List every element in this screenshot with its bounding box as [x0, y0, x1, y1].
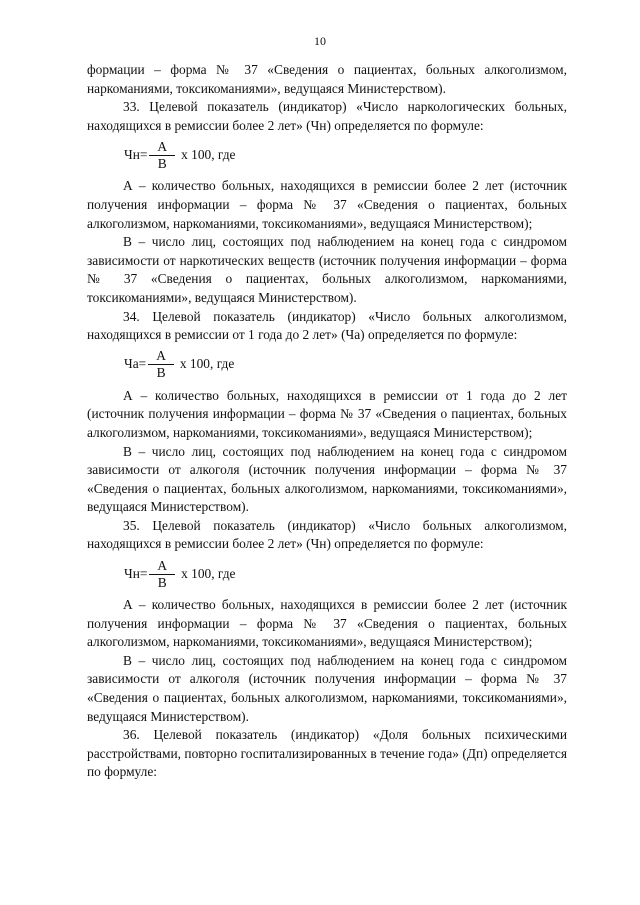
paragraph: 36. Целевой показатель (индикатор) «Доля больных психическими расстройствами, повторно госпитализированных в течение года» (Дп) определяется по формуле:: [87, 727, 567, 780]
paragraph: А – количество больных, находящихся в ремиссии более 2 лет (источник получения информации – форма № 37 «Сведения о пациентах, больных алкоголизмом, наркоманиями, токсикоманиями», ведущаяся Министерством);: [87, 178, 567, 231]
paragraph: В – число лиц, состоящих под наблюдением на конец года с синдромом зависимости от алкоголя (источник получения информации – форма № 37 «Сведения о пациентах, больных алкоголизмом, наркоманиями, токсикоманиями», ведущаяся Министерством).: [87, 443, 567, 515]
formula: [124, 349, 567, 381]
paragraph: 34. Целевой показатель (индикатор) «Число больных алкоголизмом, находящихся в ремиссии от 1 года до 2 лет» (Ча) определяется по формуле:: [87, 308, 567, 343]
paragraph: А – количество больных, находящихся в ремиссии более 2 лет (источник получения информации – форма № 37 «Сведения о пациентах, больных алкоголизмом, наркоманиями, токсикоманиями», ведущаяся Министерством);: [87, 597, 567, 650]
paragraph: А – количество больных, находящихся в ремиссии от 1 года до 2 лет (источник получения информации – форма № 37 «Сведения о пациентах, больных алкоголизмом, наркоманиями, токсикоманиями», ведущаяся Министерством);: [87, 387, 567, 440]
paragraph: 35. Целевой показатель (индикатор) «Число больных алкоголизмом, находящихся в ремиссии более 2 лет» (Чн) определяется по формуле:: [87, 517, 567, 552]
formula: [124, 139, 567, 171]
formula-rhs: х 100, где: [179, 356, 235, 372]
formula-rhs: х 100, где: [181, 565, 236, 581]
fraction: [149, 140, 175, 171]
paragraph: формации – форма № 37 «Сведения о пациентах, больных алкоголизмом, наркоманиями, токсикоманиями», ведущаяся Министерством).: [87, 62, 567, 96]
formula-lhs: Чн=: [124, 147, 148, 163]
fraction: [149, 559, 175, 590]
fraction: [148, 349, 174, 380]
paragraph: В – число лиц, состоящих под наблюдением на конец года с синдромом зависимости от наркотических веществ (источник получения информации – форма № 37 «Сведения о пациентах, больных алкоголизмом, наркоманиями, токсикоманиями», ведущаяся Министерством).: [87, 234, 567, 305]
fraction-numerator: А: [149, 140, 175, 156]
page-number: 10: [314, 34, 326, 48]
document-body: [87, 61, 567, 782]
paragraph: 33. Целевой показатель (индикатор) «Число наркологических больных, находящихся в ремиссии более 2 лет» (Чн) определяется по формуле:: [87, 99, 567, 133]
formula-lhs: Ча=: [124, 356, 147, 372]
fraction-denominator: В: [157, 155, 167, 171]
formula: [124, 558, 567, 590]
fraction-numerator: А: [149, 559, 175, 575]
fraction-numerator: А: [148, 349, 174, 365]
paragraph: В – число лиц, состоящих под наблюдением на конец года с синдромом зависимости от алкоголя (источник получения информации – форма № 37 «Сведения о пациентах, больных алкоголизмом, наркоманиями, токсикоманиями», ведущаяся Министерством).: [87, 652, 567, 724]
formula-rhs: х 100, где: [181, 147, 236, 163]
fraction-denominator: В: [157, 574, 167, 590]
formula-lhs: Чн=: [124, 565, 148, 581]
fraction-denominator: В: [156, 365, 166, 381]
